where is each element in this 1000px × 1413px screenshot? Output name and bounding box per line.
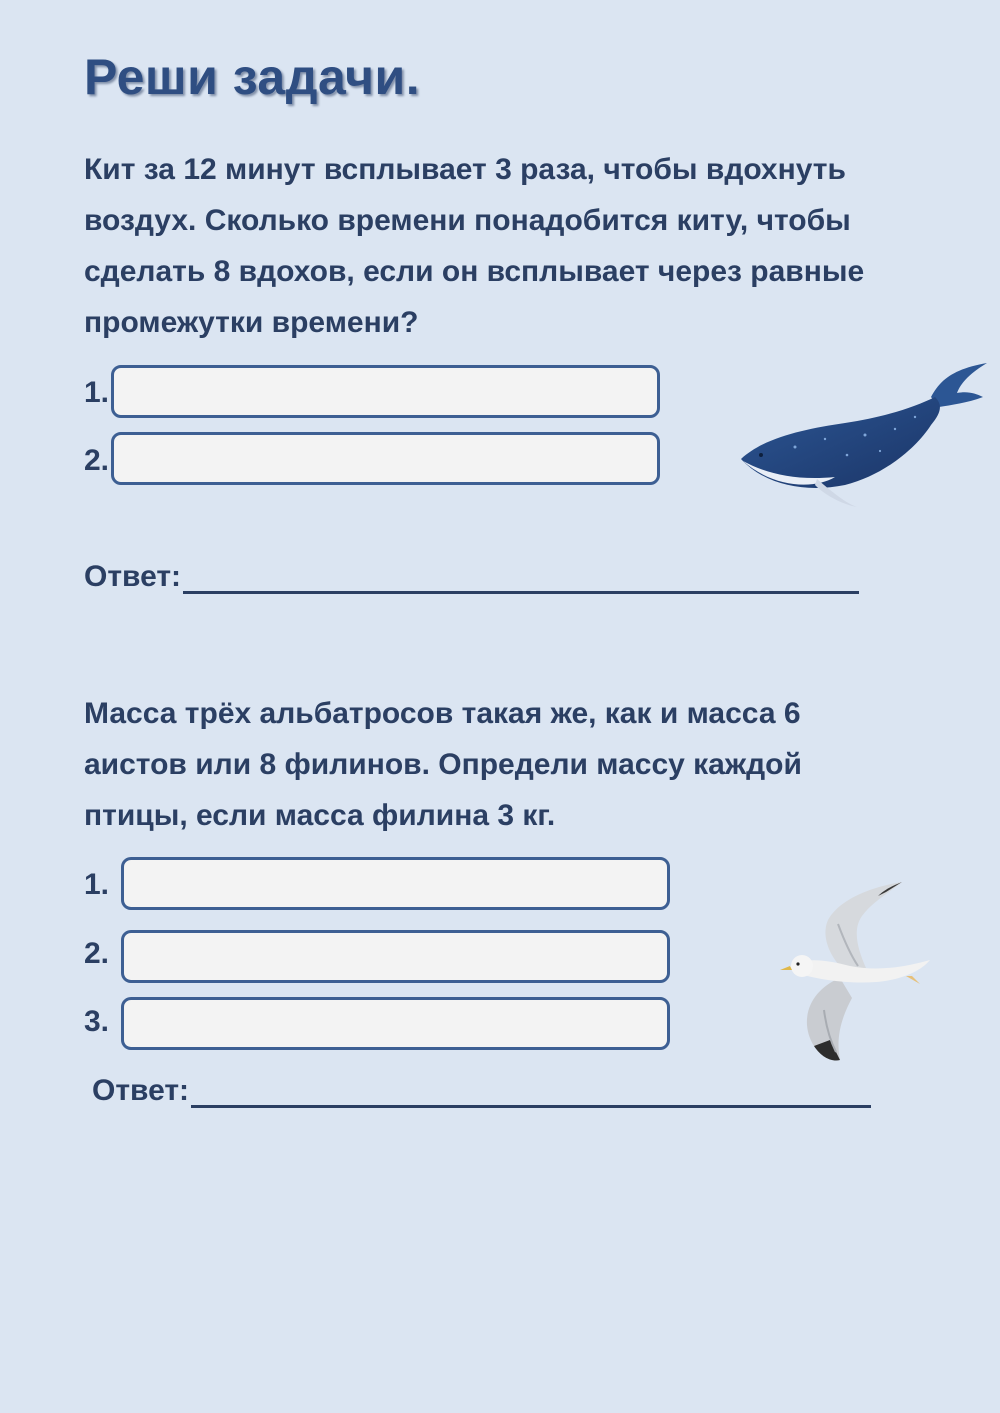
task1-step1-input[interactable]: [111, 365, 660, 418]
task1-answer-label: Ответ:: [84, 560, 182, 593]
task2-text: Масса трёх альбатросов такая же, как и масса 6 аистов или 8 филинов. Определи массу каждой птицы, если масса филина 3 кг.: [84, 697, 802, 832]
task1-step1-number: 1.: [84, 376, 110, 409]
task2-answer-rule: [191, 1075, 871, 1108]
page-title: Реши задачи.: [84, 49, 421, 105]
task1-answer-rule: [183, 561, 859, 594]
task2-answer-line[interactable]: [92, 1074, 871, 1108]
task1-answer-line[interactable]: [84, 560, 859, 594]
task2-step1-number: 1.: [84, 868, 110, 901]
task2-step2-input[interactable]: [121, 930, 670, 983]
task2-answer-label: Ответ:: [92, 1074, 190, 1107]
task2-step3-input[interactable]: [121, 997, 670, 1050]
task2-step2-number: 2.: [84, 937, 110, 970]
task1-step2-number: 2.: [84, 444, 110, 477]
task1-step2-input[interactable]: [111, 432, 660, 485]
whale-picture: [735, 355, 990, 515]
task2-step3-number: 3.: [84, 1005, 110, 1038]
albatross-picture: [780, 880, 935, 1065]
task1-text: Кит за 12 минут всплывает 3 раза, чтобы вдохнуть воздух. Сколько времени понадобится киту, чтобы сделать 8 вдохов, если он всплывает через равные промежутки времени?: [84, 153, 865, 339]
task2-step1-input[interactable]: [121, 857, 670, 910]
